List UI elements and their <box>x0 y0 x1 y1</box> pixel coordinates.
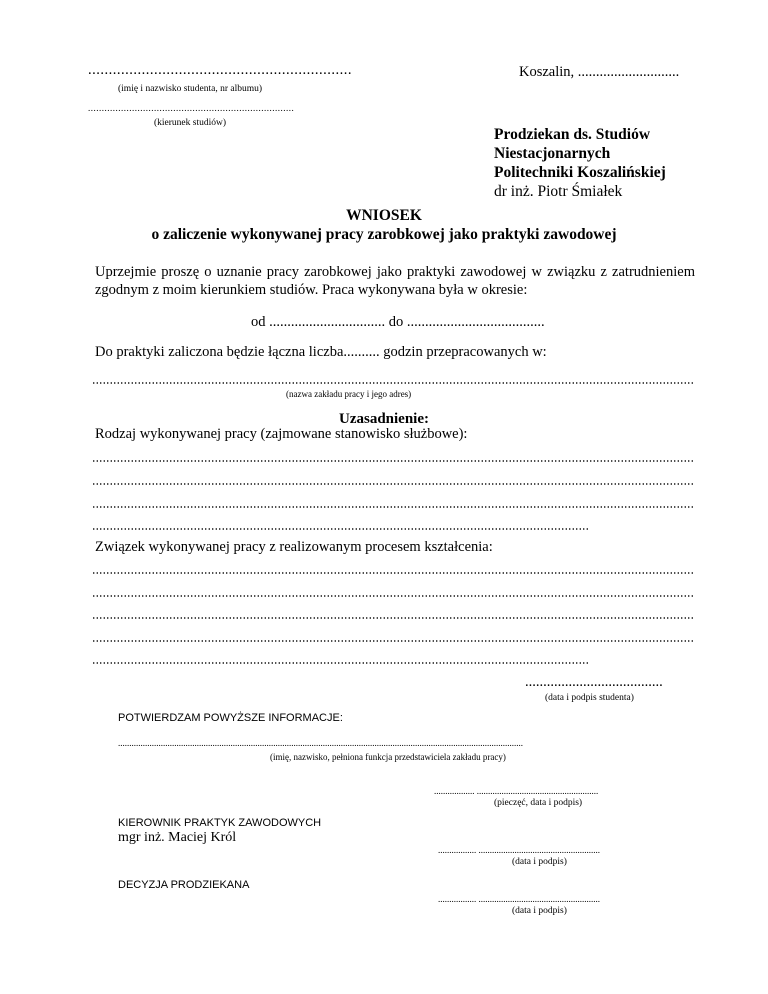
decision-signature-field[interactable]: ................. ...................................................... <box>438 894 600 904</box>
document-title: WNIOSEK <box>346 207 422 224</box>
addressee-block <box>494 125 666 201</box>
decision-heading: DECYZJA PRODZIEKANA <box>118 879 250 891</box>
course-field[interactable]: ........................................................................... <box>88 103 295 113</box>
relation-question: Związek wykonywanej pracy z realizowanym procesem kształcenia: <box>95 539 493 555</box>
manager-signature-field[interactable]: ................. ...................................................... <box>438 845 600 855</box>
student-name-caption: (imię i nazwisko studenta, nr albumu) <box>118 84 263 94</box>
stamp-signature-caption: (pieczęć, data i podpis) <box>494 798 583 808</box>
employer-representative-field[interactable]: .................................................................................................................................................................................... <box>118 738 523 748</box>
manager-signature-caption: (data i podpis) <box>512 857 567 867</box>
relation-line-3[interactable] <box>92 617 694 619</box>
student-signature-field[interactable]: ...................................... <box>525 674 663 690</box>
relation-line-5[interactable] <box>92 662 589 664</box>
student-name-field[interactable]: ................................................................ <box>88 62 352 78</box>
addressee-name: dr inż. Piotr Śmiałek <box>494 183 623 200</box>
justification-heading: Uzasadnienie: <box>339 411 429 427</box>
work-type-question: Rodzaj wykonywanej pracy (zajmowane stanowisko służbowe): <box>95 426 468 442</box>
workplace-caption: (nazwa zakładu pracy i jego adres) <box>286 389 412 399</box>
manager-heading: KIEROWNIK PRAKTYK ZAWODOWYCH <box>118 817 322 829</box>
hours-text: Do praktyki zaliczona będzie łączna liczba.......... godzin przepracowanych w: <box>95 344 547 360</box>
student-signature-caption: (data i podpis studenta) <box>545 693 634 703</box>
work-type-line-3[interactable] <box>92 506 694 508</box>
manager-name: mgr inż. Maciej Król <box>118 830 237 845</box>
period-field[interactable]: od ................................ do ...................................... <box>251 314 545 330</box>
addressee-line-2: Niestacjonarnych <box>494 145 611 162</box>
decision-signature-caption: (data i podpis) <box>512 906 567 916</box>
work-type-line-1[interactable] <box>92 460 694 462</box>
addressee-line-1: Prodziekan ds. Studiów <box>494 126 651 143</box>
document-subtitle: o zaliczenie wykonywanej pracy zarobkowej jako praktyki zawodowej <box>151 226 617 243</box>
relation-line-1[interactable] <box>92 572 694 574</box>
work-type-line-2[interactable] <box>92 483 694 485</box>
request-text-line-1: Uprzejmie proszę o uznanie pracy zarobkowej jako praktyki zawodowej w związku z zatrudnieniem <box>95 264 695 280</box>
employer-representative-caption: (imię, nazwisko, pełniona funkcja przedstawiciela zakładu pracy) <box>270 752 506 762</box>
place-date-field[interactable]: Koszalin, ............................ <box>519 64 680 80</box>
stamp-signature-field[interactable]: .................. ...................................................... <box>434 786 599 796</box>
addressee-line-3: Politechniki Koszalińskiej <box>494 164 666 181</box>
confirmation-heading: POTWIERDZAM POWYŻSZE INFORMACJE: <box>118 712 343 724</box>
relation-line-2[interactable] <box>92 595 694 597</box>
request-text-line-2: zgodnym z moim kierunkiem studiów. Praca wykonywana była w okresie: <box>95 282 528 298</box>
workplace-field[interactable] <box>92 382 694 384</box>
relation-line-4[interactable] <box>92 640 694 642</box>
course-caption: (kierunek studiów) <box>154 118 227 128</box>
work-type-line-4[interactable] <box>92 528 589 530</box>
